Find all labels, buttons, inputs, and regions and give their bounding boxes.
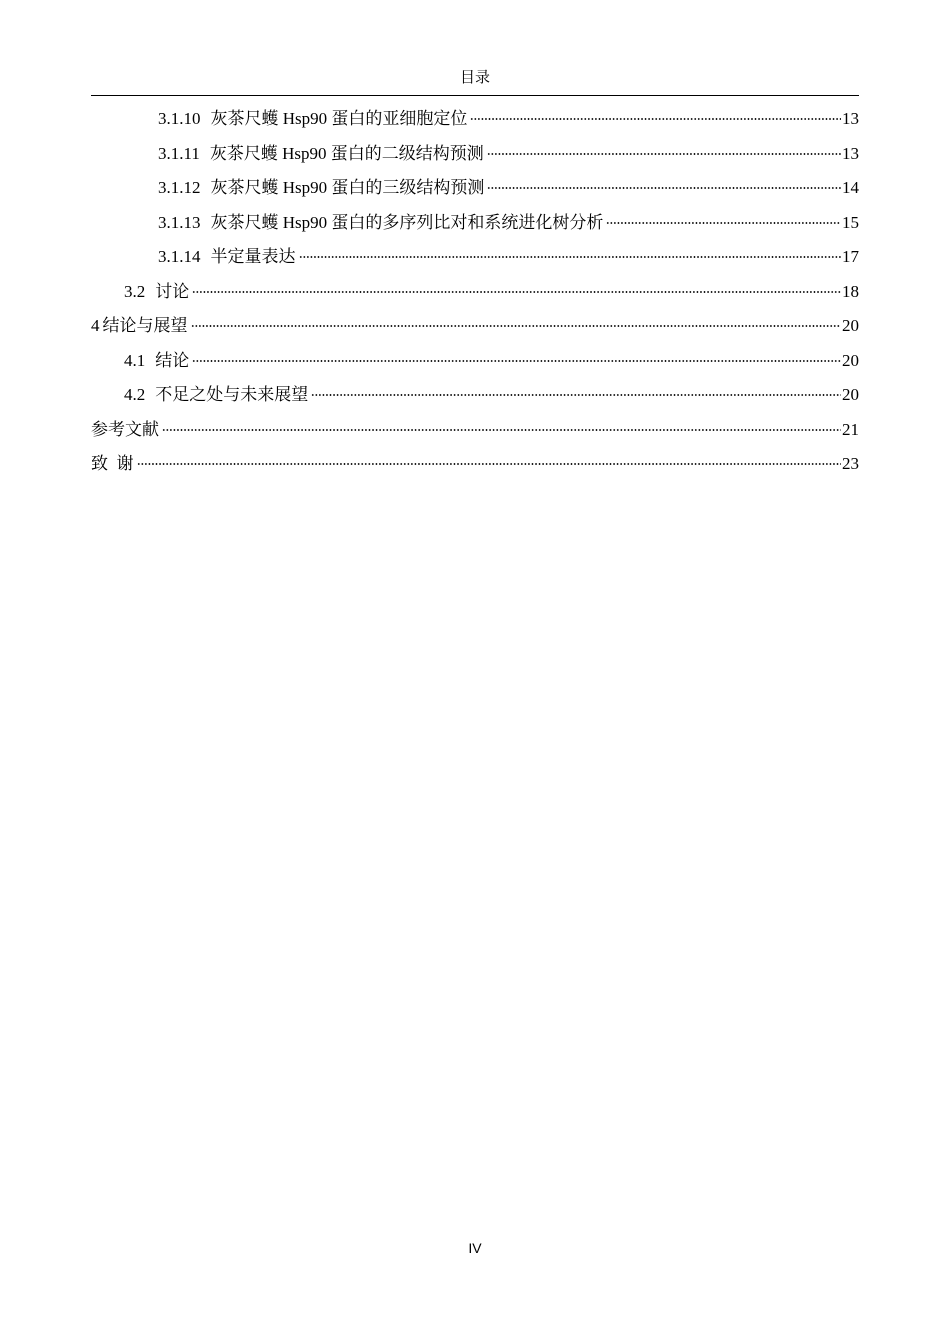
toc-dot-leader bbox=[162, 429, 841, 431]
toc-dot-leader bbox=[191, 325, 842, 327]
toc-dot-leader bbox=[311, 394, 841, 396]
toc-entry-number: 4.1 bbox=[124, 350, 146, 370]
toc-entry-page: 15 bbox=[842, 212, 859, 232]
toc-entry[interactable] bbox=[91, 275, 859, 310]
toc-entry-title: 讨论 bbox=[155, 281, 190, 301]
toc-dot-leader bbox=[487, 187, 841, 189]
toc-entry-page: 20 bbox=[842, 385, 859, 404]
toc-entry[interactable] bbox=[91, 171, 859, 206]
toc-entry[interactable] bbox=[91, 206, 859, 241]
page-header-title: 目录 bbox=[459, 70, 490, 86]
toc-entry-title: 灰茶尺蠖 Hsp90 蛋白的三级结构预测 bbox=[210, 178, 485, 197]
toc-entry-number: 4.2 bbox=[124, 385, 146, 404]
toc-entry[interactable] bbox=[91, 344, 859, 379]
toc-entry-title: 灰茶尺蠖 Hsp90 蛋白的多序列比对和系统进化树分析 bbox=[210, 212, 604, 232]
toc-entry[interactable] bbox=[91, 240, 859, 275]
toc-entry[interactable] bbox=[91, 137, 859, 172]
toc-entry[interactable] bbox=[91, 413, 859, 448]
toc-entry[interactable] bbox=[91, 378, 859, 413]
toc-entry-title: 参考文献 bbox=[91, 419, 159, 439]
toc-entry-page: 14 bbox=[842, 178, 859, 197]
toc-entry-title: 不足之处与未来展望 bbox=[155, 385, 309, 404]
toc-entry-page: 20 bbox=[842, 350, 859, 370]
toc-entry-number: 3.1.10 bbox=[158, 109, 201, 128]
toc-entry-page: 20 bbox=[842, 316, 859, 335]
toc-entry-number: 3.1.11 bbox=[158, 143, 200, 163]
toc-dot-leader bbox=[192, 291, 841, 293]
toc-entry-title: 结论与展望 bbox=[102, 316, 188, 335]
toc-entry-page: 18 bbox=[842, 281, 859, 301]
page-number: IV bbox=[468, 1240, 482, 1256]
toc-entry[interactable] bbox=[91, 309, 859, 344]
toc-entry-page: 17 bbox=[842, 247, 859, 266]
toc-entry[interactable] bbox=[91, 447, 859, 482]
toc-entry-page: 13 bbox=[842, 143, 859, 163]
header-rule bbox=[91, 95, 859, 96]
toc-entry-number: 4 bbox=[91, 316, 100, 335]
toc-dot-leader bbox=[487, 153, 841, 155]
toc-dot-leader bbox=[137, 463, 842, 465]
toc-entry-title: 结论 bbox=[155, 350, 190, 370]
toc-entry-number: 3.1.12 bbox=[158, 178, 201, 197]
toc-entry-number: 3.1.14 bbox=[158, 247, 201, 266]
toc-dot-leader bbox=[192, 360, 841, 362]
toc-entry-title: 半定量表达 bbox=[210, 247, 296, 266]
toc-entry[interactable] bbox=[91, 102, 859, 137]
table-of-contents bbox=[91, 102, 859, 482]
toc-entry-title: 致 谢 bbox=[91, 454, 134, 473]
toc-entry-number: 3.1.13 bbox=[158, 212, 201, 232]
toc-entry-title: 灰茶尺蠖 Hsp90 蛋白的亚细胞定位 bbox=[210, 109, 468, 128]
toc-entry-number: 3.2 bbox=[124, 281, 146, 301]
toc-dot-leader bbox=[470, 118, 841, 120]
toc-entry-page: 23 bbox=[842, 454, 859, 473]
toc-entry-page: 21 bbox=[842, 419, 859, 439]
toc-entry-page: 13 bbox=[842, 109, 859, 128]
toc-dot-leader bbox=[299, 256, 842, 258]
toc-entry-title: 灰茶尺蠖 Hsp90 蛋白的二级结构预测 bbox=[209, 143, 484, 163]
toc-dot-leader bbox=[606, 222, 841, 224]
